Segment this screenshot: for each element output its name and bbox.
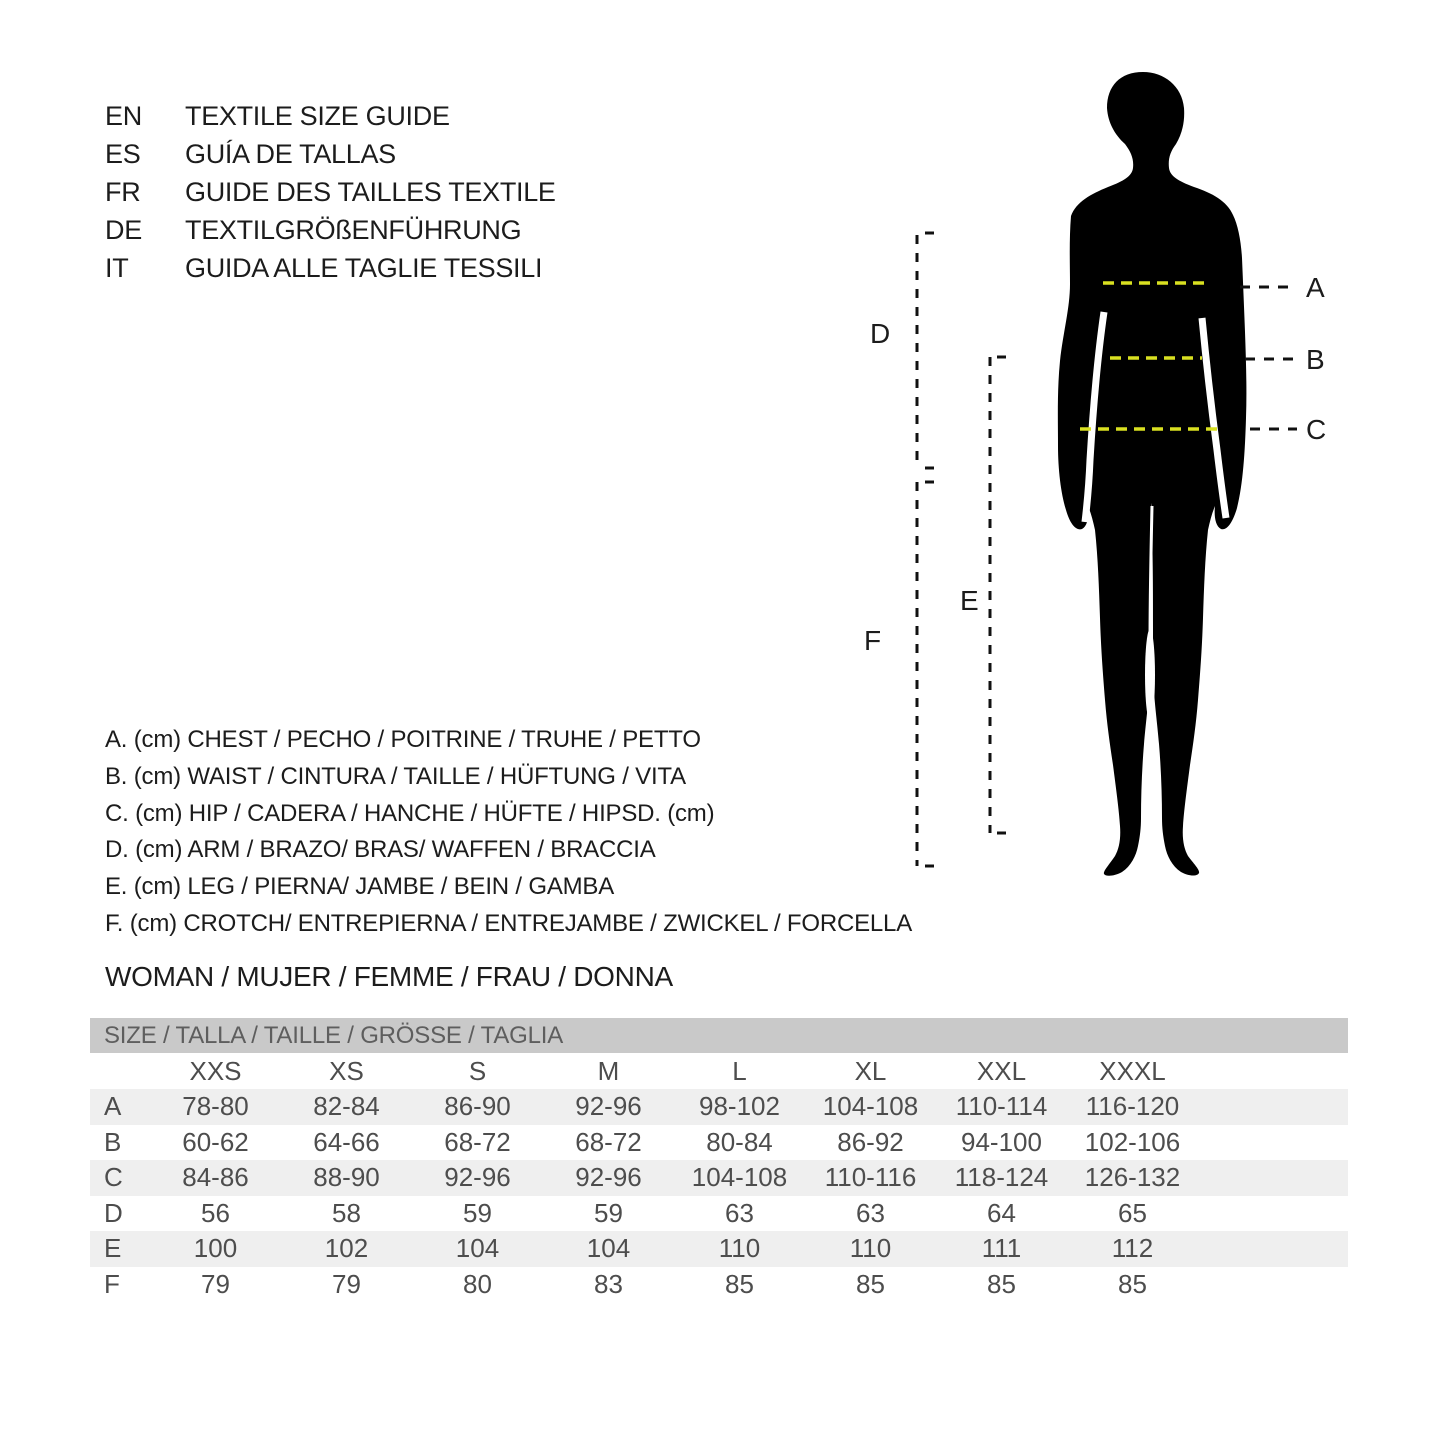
row-label: E — [104, 1233, 122, 1264]
size-col-xl: XL — [854, 1055, 887, 1086]
label-b: B — [1306, 344, 1325, 375]
row-label: A — [104, 1091, 122, 1122]
lang-code: FR — [105, 177, 141, 207]
table-cell: 92-96 — [575, 1162, 642, 1193]
table-cell: 63 — [725, 1197, 754, 1228]
guide-title-es: GUÍA DE TALLAS — [185, 139, 396, 169]
woman-silhouette-diagram — [850, 60, 1350, 900]
size-table-header: SIZE / TALLA / TAILLE / GRÖSSE / TAGLIA — [90, 1018, 1348, 1053]
lang-code: DE — [105, 215, 142, 245]
dimension-ticks — [925, 233, 1006, 866]
size-col-m: M — [597, 1055, 620, 1086]
feet-notch — [1146, 848, 1158, 877]
table-cell: 92-96 — [575, 1091, 642, 1122]
table-cell: 111 — [981, 1233, 1022, 1264]
table-cell: 100 — [193, 1233, 238, 1264]
size-col-xxl: XXL — [976, 1055, 1027, 1086]
table-row — [90, 1125, 1348, 1161]
table-cell: 98-102 — [699, 1091, 780, 1122]
knee-gap — [1145, 629, 1155, 721]
table-cell: 68-72 — [444, 1126, 511, 1157]
table-cell: 64 — [987, 1197, 1016, 1228]
table-cell: 79 — [201, 1268, 230, 1299]
gender-title: WOMAN / MUJER / FEMME / FRAU / DONNA — [105, 961, 673, 992]
label-a: A — [1306, 272, 1325, 303]
label-f: F — [864, 625, 882, 656]
table-cell: 116-120 — [1085, 1091, 1180, 1122]
table-cell: 86-92 — [837, 1126, 904, 1157]
table-row — [90, 1267, 1348, 1303]
legend-line-b: B. (cm) WAIST / CINTURA / TAILLE / HÜFTUNG / VITA — [105, 762, 686, 790]
label-c: C — [1306, 414, 1327, 445]
row-label: F — [104, 1268, 120, 1299]
size-table — [90, 1018, 1348, 1302]
table-cell: 63 — [856, 1197, 885, 1228]
legend-line-f: F. (cm) CROTCH/ ENTREPIERNA / ENTREJAMBE / ZWICKEL / FORCELLA — [105, 909, 912, 937]
table-cell: 104 — [586, 1233, 631, 1264]
table-cell: 80 — [463, 1268, 492, 1299]
table-row — [90, 1089, 1348, 1125]
table-cell: 104 — [455, 1233, 500, 1264]
table-cell: 104-108 — [822, 1091, 919, 1122]
lang-code: ES — [105, 139, 141, 169]
size-col-xxxl: XXXL — [1099, 1055, 1166, 1086]
size-table-body — [90, 1089, 1348, 1302]
table-cell: 126-132 — [1084, 1162, 1181, 1193]
size-col-xs: XS — [329, 1055, 364, 1086]
table-cell: 59 — [594, 1197, 623, 1228]
guide-title-it: GUIDA ALLE TAGLIE TESSILI — [185, 253, 543, 283]
lang-code: IT — [105, 253, 129, 283]
language-title-block — [105, 97, 556, 287]
table-cell: 85 — [725, 1268, 754, 1299]
row-label: D — [104, 1197, 123, 1228]
table-cell: 80-84 — [706, 1126, 773, 1157]
table-cell: 110-114 — [955, 1091, 1048, 1122]
table-row — [90, 1160, 1348, 1196]
table-cell: 85 — [1118, 1268, 1147, 1299]
table-row — [90, 1231, 1348, 1267]
size-header-row — [90, 1053, 1348, 1089]
table-cell: 84-86 — [182, 1162, 249, 1193]
table-cell: 78-80 — [182, 1091, 249, 1122]
table-cell: 102 — [324, 1233, 369, 1264]
table-cell: 118-124 — [954, 1162, 1049, 1193]
table-cell: 104-108 — [691, 1162, 788, 1193]
legend-line-c: C. (cm) HIP / CADERA / HANCHE / HÜFTE / HIPSD. (cm) — [105, 799, 715, 827]
table-cell: 94-100 — [961, 1126, 1042, 1157]
row-label: B — [104, 1126, 122, 1157]
label-d: D — [870, 318, 891, 349]
table-cell: 60-62 — [182, 1126, 249, 1157]
table-cell: 86-90 — [444, 1091, 511, 1122]
table-cell: 110-116 — [824, 1162, 917, 1193]
table-cell: 110 — [849, 1233, 892, 1264]
table-cell: 82-84 — [313, 1091, 380, 1122]
table-cell: 79 — [332, 1268, 361, 1299]
table-cell: 58 — [332, 1197, 361, 1228]
size-col-l: L — [732, 1055, 747, 1086]
table-cell: 64-66 — [313, 1126, 380, 1157]
lang-code: EN — [105, 101, 142, 131]
table-cell: 59 — [463, 1197, 492, 1228]
table-cell: 85 — [987, 1268, 1016, 1299]
guide-title-fr: GUIDE DES TAILLES TEXTILE — [185, 177, 556, 207]
table-cell: 112 — [1111, 1233, 1154, 1264]
table-cell: 83 — [594, 1268, 623, 1299]
label-e: E — [960, 585, 979, 616]
size-col-s: S — [468, 1055, 487, 1086]
legend-line-d: D. (cm) ARM / BRAZO/ BRAS/ WAFFEN / BRACCIA — [105, 836, 656, 864]
table-cell: 92-96 — [444, 1162, 511, 1193]
guide-title-de: TEXTILGRÖßENFÜHRUNG — [185, 215, 522, 245]
table-cell: 65 — [1118, 1197, 1147, 1228]
table-cell: 56 — [201, 1197, 230, 1228]
guide-title-en: TEXTILE SIZE GUIDE — [185, 101, 450, 131]
table-cell: 102-106 — [1084, 1126, 1181, 1157]
table-cell: 68-72 — [575, 1126, 642, 1157]
measurement-legend — [105, 722, 912, 943]
table-cell: 110 — [718, 1233, 761, 1264]
size-col-xxs: XXS — [189, 1055, 242, 1086]
row-label: C — [104, 1162, 123, 1193]
table-cell: 85 — [856, 1268, 885, 1299]
legend-line-e: E. (cm) LEG / PIERNA/ JAMBE / BEIN / GAMBA — [105, 873, 615, 901]
table-cell: 88-90 — [313, 1162, 380, 1193]
table-row — [90, 1196, 1348, 1232]
legend-line-a: A. (cm) CHEST / PECHO / POITRINE / TRUHE / PETTO — [105, 726, 701, 753]
